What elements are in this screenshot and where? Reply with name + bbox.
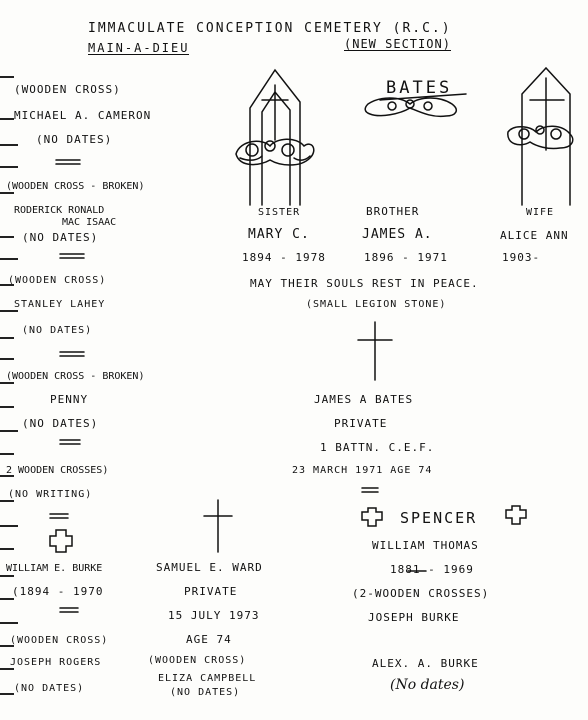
floral-wreath-icon — [508, 126, 573, 149]
campbell-note: (WOODEN CROSS) — [148, 655, 247, 666]
entry-note: (WOODEN CROSS - BROKEN) — [6, 371, 145, 382]
cross-icon — [358, 322, 392, 380]
entry-dates: (NO DATES) — [22, 231, 99, 244]
entry-name: JOSEPH ROGERS — [10, 657, 102, 668]
ward-age: AGE 74 — [186, 633, 232, 646]
floral-wreath-icon — [236, 139, 314, 165]
legion-unit: 1 BATTN. C.E.F. — [320, 441, 435, 454]
family-name: BATES — [386, 78, 453, 98]
cross-icon — [530, 78, 564, 150]
sister-label: SISTER — [258, 207, 301, 218]
ward-rank: PRIVATE — [184, 585, 238, 598]
wife-label: WIFE — [526, 207, 555, 218]
spencer-family: SPENCER — [400, 509, 478, 527]
floral-wreath-icon — [365, 98, 456, 116]
brother-name: JAMES A. — [362, 227, 433, 242]
entry-dates: (NO DATES) — [14, 683, 85, 694]
entry-note: (WOODEN CROSS - BROKEN) — [6, 181, 145, 192]
entry-name: PENNY — [50, 393, 89, 406]
wife-name: ALICE ANN — [500, 229, 569, 242]
maltese-cross-icon — [50, 530, 72, 552]
cross-icon — [262, 85, 288, 140]
entry-note: (WOODEN CROSS) — [8, 275, 107, 286]
spencer-note: (2-WOODEN CROSSES) — [352, 587, 490, 600]
spencer-name: WILLIAM THOMAS — [372, 539, 479, 552]
section-label: (NEW SECTION) — [344, 37, 451, 51]
sister-name: MARY C. — [248, 227, 310, 242]
epitaph: MAY THEIR SOULS REST IN PEACE. — [250, 277, 479, 290]
entry-name: WILLIAM E. BURKE — [6, 563, 103, 574]
entry-name: MICHAEL A. CAMERON — [14, 109, 152, 122]
place-name: MAIN-A-DIEU — [88, 41, 190, 55]
alex-burke-dates: (No dates) — [390, 677, 465, 693]
maltese-cross-icon — [362, 508, 382, 526]
entry-dates: (NO DATES) — [36, 133, 113, 146]
legion-name: JAMES A BATES — [314, 393, 414, 406]
entry-dates: (NO WRITING) — [8, 489, 93, 500]
entry-note: (WOODEN CROSS) — [14, 83, 121, 96]
entry-name: STANLEY LAHEY — [14, 299, 106, 310]
stone-note: (SMALL LEGION STONE) — [306, 299, 447, 310]
entry-note: (WOODEN CROSS) — [10, 635, 109, 646]
entry-name-line2: MAC ISAAC — [62, 217, 117, 228]
maltese-cross-icon — [506, 506, 526, 524]
alex-burke: ALEX. A. BURKE — [372, 657, 479, 670]
cross-icon — [204, 500, 232, 552]
entry-dates: (NO DATES) — [22, 325, 93, 336]
entry-name: RODERICK RONALD — [14, 205, 105, 216]
joseph-burke: JOSEPH BURKE — [368, 611, 460, 624]
legion-date: 23 MARCH 1971 AGE 74 — [292, 465, 433, 476]
gravestone-icon — [522, 68, 570, 205]
ward-name: SAMUEL E. WARD — [156, 561, 263, 574]
gravestone-icon — [250, 70, 300, 205]
entry-note: 2 WOODEN CROSSES) — [6, 465, 109, 476]
entry-dates: (NO DATES) — [22, 417, 99, 430]
page-title: IMMACULATE CONCEPTION CEMETERY (R.C.) — [88, 21, 452, 36]
ward-date: 15 JULY 1973 — [168, 609, 260, 622]
legion-rank: PRIVATE — [334, 417, 388, 430]
spencer-dates: 1881 - 1969 — [390, 563, 474, 576]
campbell-name: ELIZA CAMPBELL — [158, 673, 257, 684]
wife-dates: 1903- — [502, 251, 541, 264]
entry-dates: (1894 - 1970 — [12, 585, 104, 598]
separator-marks — [50, 160, 426, 612]
sister-dates: 1894 - 1978 — [242, 251, 326, 264]
brother-dates: 1896 - 1971 — [364, 251, 448, 264]
campbell-dates: (NO DATES) — [170, 687, 241, 698]
brother-label: BROTHER — [366, 205, 420, 218]
